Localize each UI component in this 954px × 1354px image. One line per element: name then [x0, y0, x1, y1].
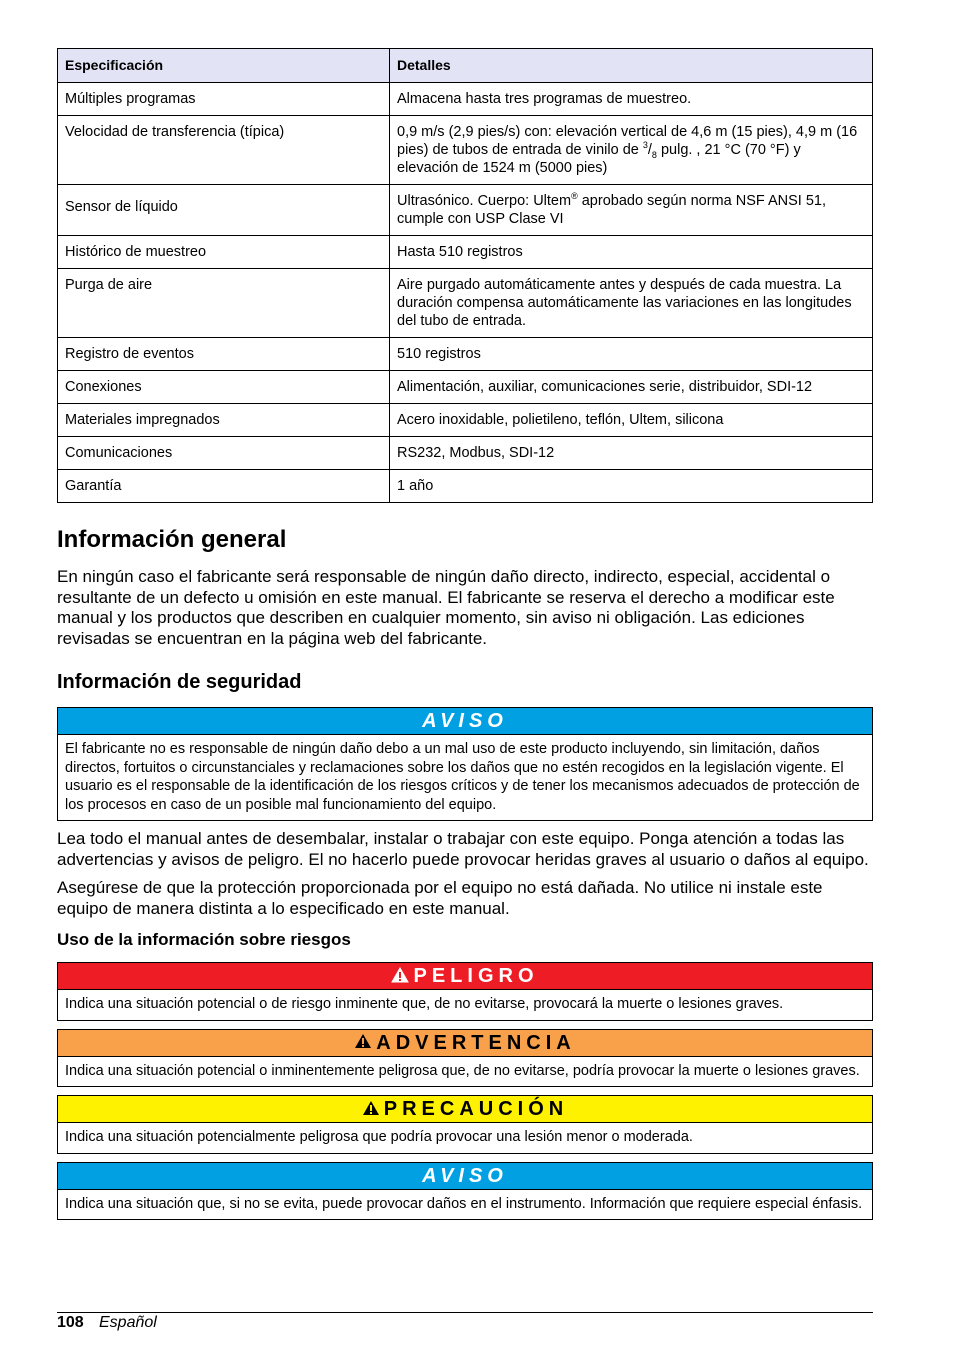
- detail-cell: Hasta 510 registros: [390, 236, 873, 269]
- detail-cell: Aire purgado automáticamente antes y después de cada muestra. La duración compensa automáticamente las variaciones en las longitudes del tubo de entrada.: [390, 269, 873, 338]
- hazard-box-aviso: [57, 1162, 873, 1221]
- fraction-slash: /: [647, 142, 652, 158]
- hazard-header: [58, 963, 872, 990]
- page-footer: [57, 1312, 873, 1331]
- hazard-header: AVISO: [58, 1163, 872, 1190]
- detail-cell: 1 año: [390, 470, 873, 503]
- detail-cell: [390, 185, 873, 236]
- hazard-box-precaucion: [57, 1095, 873, 1154]
- safety-paragraph-1: Lea todo el manual antes de desembalar, instalar o trabajar con este equipo. Ponga atención a todas las advertencias y avisos de peligro. El no hacerlo puede provocar heridas graves al usuario o daños al equipo.: [57, 829, 869, 869]
- detail-text: 0,9 m/s (2,9 pies/s) con: elevación vertical de 4,6 m (15 pies), 4,9 m (16 pies) de tubos de entrada de vinilo de: [397, 124, 858, 158]
- column-header-spec: Especificación: [58, 49, 390, 83]
- table-row: [58, 404, 873, 437]
- table-row: [58, 116, 873, 185]
- general-paragraph: En ningún caso el fabricante será responsable de ningún daño directo, indirecto, especial, accidental o resultante de un defecto u omisión en este manual. El fabricante se reserva el derecho a modificar este manual y los productos que describen en cualquier momento, sin aviso ni obligación. Las ediciones revisadas se encuentran en la página web del fabricante.: [57, 567, 835, 648]
- table-row: [58, 470, 873, 503]
- spec-cell: Velocidad de transferencia (típica): [58, 116, 390, 185]
- page-number: 108: [57, 1314, 84, 1331]
- hazard-box-advertencia: [57, 1029, 873, 1088]
- section-title-safety: Información de seguridad: [57, 671, 302, 693]
- table-row: [58, 236, 873, 269]
- fraction-denominator: 8: [651, 149, 657, 160]
- detail-cell: Almacena hasta tres programas de muestreo.: [390, 83, 873, 116]
- warning-triangle-icon: [391, 967, 409, 983]
- notice-header: AVISO: [58, 708, 872, 735]
- hazard-label: PRECAUCIÓN: [383, 1098, 569, 1120]
- hazard-box-peligro: [57, 962, 873, 1021]
- spec-cell: Registro de eventos: [58, 338, 390, 371]
- spec-cell: Comunicaciones: [58, 437, 390, 470]
- section-title-hazard-info: Uso de la información sobre riesgos: [57, 930, 351, 949]
- hazard-label: PELIGRO: [413, 965, 539, 987]
- hazard-text: Indica una situación potencial o de riesgo inminente que, de no evitarse, provocará la muerte o lesiones graves.: [65, 996, 784, 1012]
- detail-text: pulg. , 21 °C (70 °F) y elevación de 1524 m (5000 pies): [397, 142, 801, 176]
- section-title-general: Información general: [57, 526, 287, 553]
- hazard-header: [58, 1030, 872, 1057]
- notice-text: El fabricante no es responsable de ningún daño debo a un mal uso de este producto incluyendo, sin limitación, daños directos, fortuitos o circunstanciales y reclamaciones sobre los daños que no estén recogidos en la legislación vigente. El usuario es el responsable de la identificación de los riesgos críticos y de tener los mecanismos adecuados de protección de los procesos en caso de un posible mal funcionamiento del equipo.: [65, 741, 860, 813]
- detail-cell: RS232, Modbus, SDI-12: [390, 437, 873, 470]
- spec-cell: Sensor de líquido: [58, 185, 390, 236]
- detail-cell: Alimentación, auxiliar, comunicaciones serie, distribuidor, SDI-12: [390, 371, 873, 404]
- hazard-text: Indica una situación que, si no se evita, puede provocar daños en el instrumento. Información que requiere especial énfasis.: [65, 1195, 863, 1212]
- safety-paragraph-2: Asegúrese de que la protección proporcionada por el equipo no está dañada. No utilice ni instale este equipo de manera distinta a lo especificado en este manual.: [57, 878, 823, 918]
- detail-cell: Acero inoxidable, polietileno, teflón, Ultem, silicona: [390, 404, 873, 437]
- specifications-table: [57, 48, 873, 503]
- table-row: [58, 269, 873, 338]
- spec-cell: Histórico de muestreo: [58, 236, 390, 269]
- footer-language: Español: [99, 1314, 157, 1331]
- hazard-text: Indica una situación potencial o inminentemente peligrosa que, de no evitarse, podría provocar la muerte o lesiones graves.: [65, 1062, 860, 1079]
- column-header-details: Detalles: [390, 49, 873, 83]
- hazard-label: ADVERTENCIA: [376, 1031, 576, 1054]
- detail-text: Ultrasónico. Cuerpo: Ultem: [397, 193, 572, 209]
- spec-cell: Purga de aire: [58, 269, 390, 338]
- spec-cell: Múltiples programas: [58, 83, 390, 116]
- table-row: [58, 437, 873, 470]
- page-content: [57, 48, 873, 1220]
- registered-mark: ®: [571, 191, 578, 202]
- notice-box-aviso: [57, 707, 873, 821]
- fraction-numerator: 3: [642, 140, 648, 151]
- warning-triangle-icon: [362, 1100, 380, 1116]
- spec-cell: Garantía: [58, 470, 390, 503]
- table-row: [58, 185, 873, 236]
- warning-triangle-icon: [354, 1033, 372, 1049]
- spec-cell: Conexiones: [58, 371, 390, 404]
- table-header-row: [58, 49, 873, 83]
- table-row: [58, 338, 873, 371]
- spec-cell: Materiales impregnados: [58, 404, 390, 437]
- table-row: [58, 83, 873, 116]
- detail-text: aprobado según norma NSF ANSI 51, cumple con USP Clase VI: [397, 193, 826, 227]
- hazard-header: [58, 1096, 872, 1123]
- table-row: [58, 371, 873, 404]
- detail-cell: 510 registros: [390, 338, 873, 371]
- hazard-text: Indica una situación potencialmente peligrosa que podría provocar una lesión menor o moderada.: [65, 1129, 693, 1145]
- detail-cell: [390, 116, 873, 185]
